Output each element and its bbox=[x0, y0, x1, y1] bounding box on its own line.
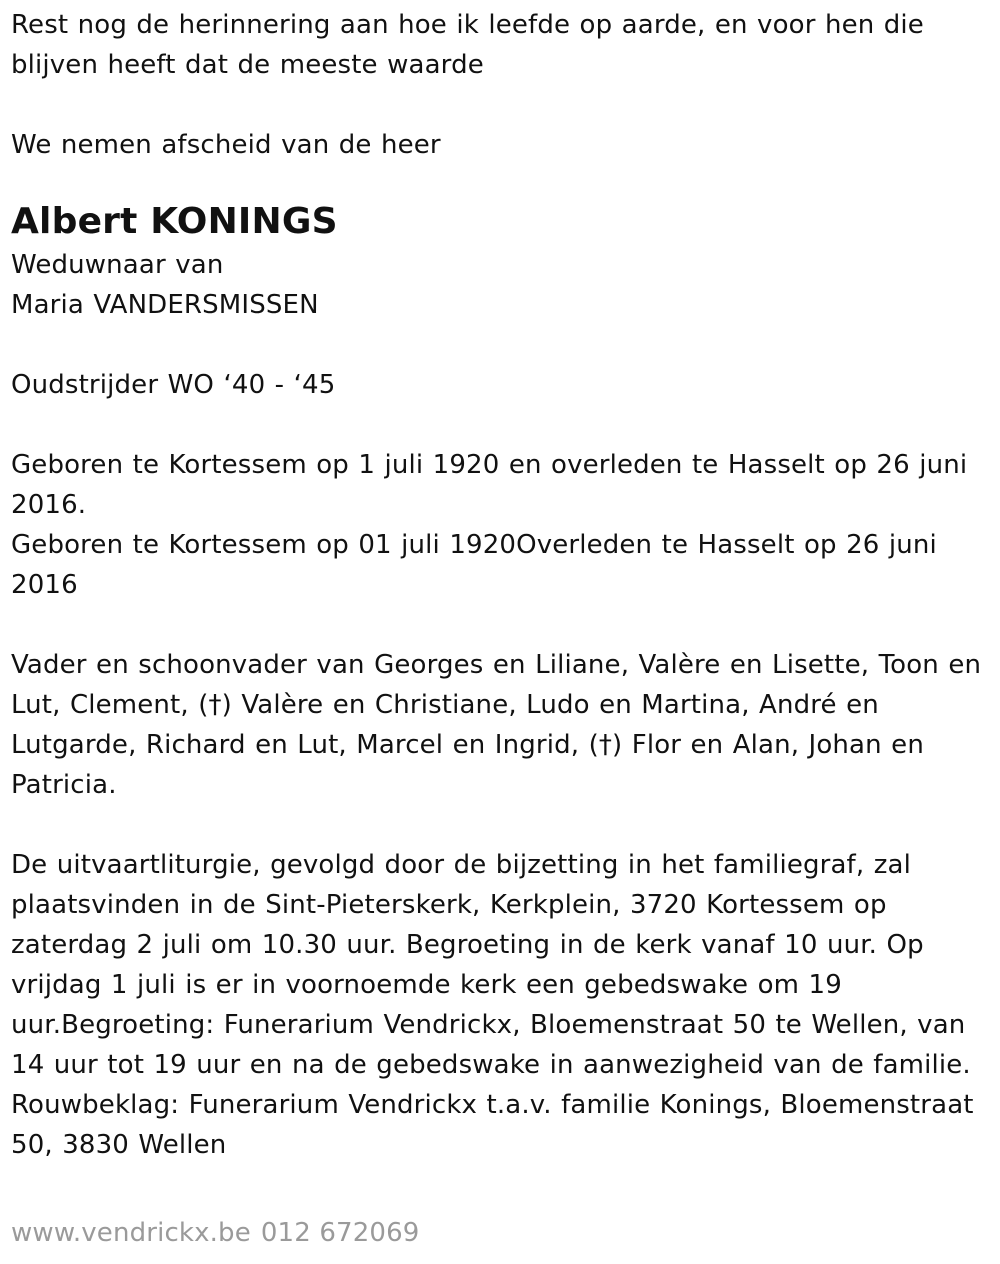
birth-death-line-1: Geboren te Kortessem op 1 juli 1920 en overleden te Hasselt op 26 juni 2016. bbox=[11, 450, 968, 520]
spouse-block bbox=[11, 245, 989, 325]
website-link[interactable]: www.vendrickx.be bbox=[11, 1218, 251, 1248]
widower-label: Weduwnaar van bbox=[11, 250, 224, 280]
footer-contact bbox=[11, 1213, 420, 1253]
phone-number: 012 672069 bbox=[260, 1218, 420, 1248]
funeral-paragraph: De uitvaartliturgie, gevolgd door de bijzetting in het familiegraf, zal plaatsvinden in de Sint-Pieterskerk, Kerkplein, 3720 Kortessem op zaterdag 2 juli om 10.30 uur. Begroeting in de kerk vanaf 10 uur. Op vrijdag 1 juli is er in voornoemde kerk een gebedswake om 19 uur.Begroeting: Funerarium Vendrickx, Bloemenstraat 50 te Wellen, van 14 uur tot 19 uur en na de gebedswake in aanwezigheid van de familie. Rouwbeklag: Funerarium Vendrickx t.a.v. familie Konings, Bloemenstraat 50, 3830 Wellen bbox=[11, 850, 974, 1160]
family-paragraph: Vader en schoonvader van Georges en Liliane, Valère en Lisette, Toon en Lut, Clement, (†) Valère en Christiane, Ludo en Martina, André en Lutgarde, Richard en Lut, Marcel en Ingrid, (†) Flor en Alan, Johan en Patricia. bbox=[11, 650, 982, 800]
deceased-name: Albert KONINGS bbox=[11, 201, 338, 242]
farewell-line: We nemen afscheid van de heer bbox=[11, 130, 441, 160]
dates-block bbox=[11, 445, 989, 605]
memorial-quote: Rest nog de herinnering aan hoe ik leefde op aarde, en voor hen die blijven heeft dat de meeste waarde bbox=[11, 10, 924, 80]
veteran-line: Oudstrijder WO ‘40 - ‘45 bbox=[11, 370, 336, 400]
spouse-name: Maria VANDERSMISSEN bbox=[11, 290, 319, 320]
birth-death-line-2: Geboren te Kortessem op 01 juli 1920Overleden te Hasselt op 26 juni 2016 bbox=[11, 530, 937, 600]
